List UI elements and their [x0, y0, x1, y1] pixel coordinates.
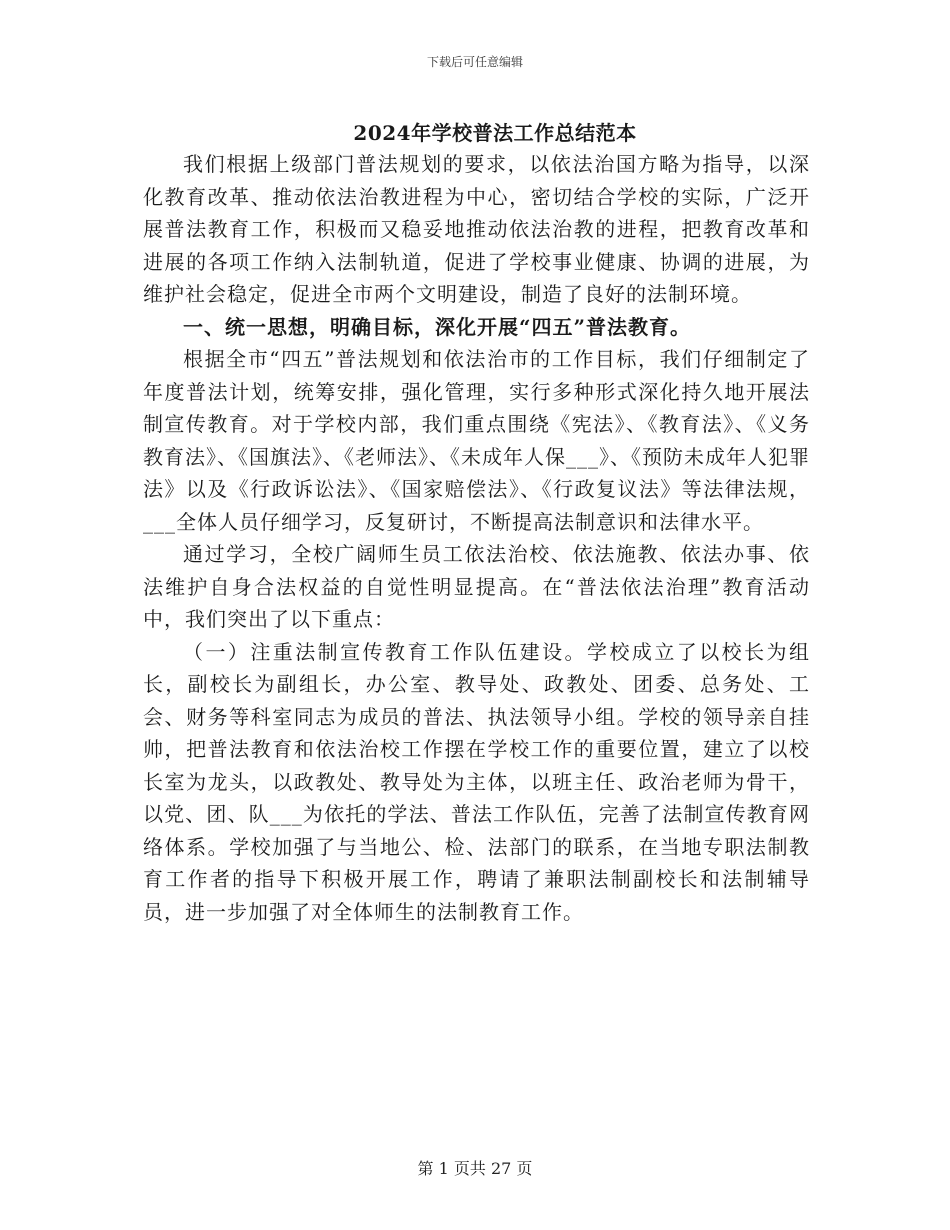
subsection-paragraph: （一）注重法制宣传教育工作队伍建设。学校成立了以校长为组长，副校长为副组长，办公室、教导处、政教处、团委、总务处、工会、财务等科室同志为成员的普法、执法领导小组。学校的领导亲自挂帅，把普法教育和依法治校工作摆在学校工作的重要位置，建立了以校长室为龙头，以政教处、教导处为主体，以班主任、政治老师为骨干，以党、团、队___为依托的学法、普法工作队伍，完善了法制宣传教育网络体系。学校加强了与当地公、检、法部门的联系，在当地专职法制教育工作者的指导下积极开展工作，聘请了兼职法制副校长和法制辅导员，进一步加强了对全体师生的法制教育工作。 — [143, 639, 810, 924]
document-title: 2024年学校普法工作总结范本 — [353, 121, 637, 145]
intro-paragraph: 我们根据上级部门普法规划的要求，以依法治国方略为指导，以深化教育改革、推动依法治教进程为中心，密切结合学校的实际，广泛开展普法教育工作，积极而又稳妥地推动依法治教的进程，把教育改革和进展的各项工作纳入法制轨道，促进了学校事业健康、协调的进展，为维护社会稳定，促进全市两个文明建设，制造了良好的法制环境。 — [143, 152, 810, 306]
section-heading: 一、统一思想，明确目标，深化开展“四五”普法教育。 — [183, 314, 692, 339]
body-paragraph: 通过学习，全校广阔师生员工依法治校、依法施教、依法办事、依法维护自身合法权益的自觉性明显提高。在“普法依法治理”教育活动中，我们突出了以下重点： — [143, 542, 810, 631]
header-note: 下载后可任意编辑 — [426, 55, 523, 69]
document-body — [143, 148, 810, 928]
page-number: 第 1 页共 27 页 — [417, 1159, 533, 1178]
body-paragraph: 根据全市“四五”普法规划和依法治市的工作目标，我们仔细制定了年度普法计划，统筹安排，强化管理，实行多种形式深化持久地开展法制宣传教育。对于学校内部，我们重点围绕《宪法》、《教育法》、《义务教育法》、《国旗法》、《老师法》、《未成年人保___》、《预防未成年人犯罪法》以及《行政诉讼法》、《国家赔偿法》、《行政复议法》等法律法规，___全体人员仔细学习，反复研讨，不断提高法制意识和法律水平。 — [143, 347, 810, 534]
